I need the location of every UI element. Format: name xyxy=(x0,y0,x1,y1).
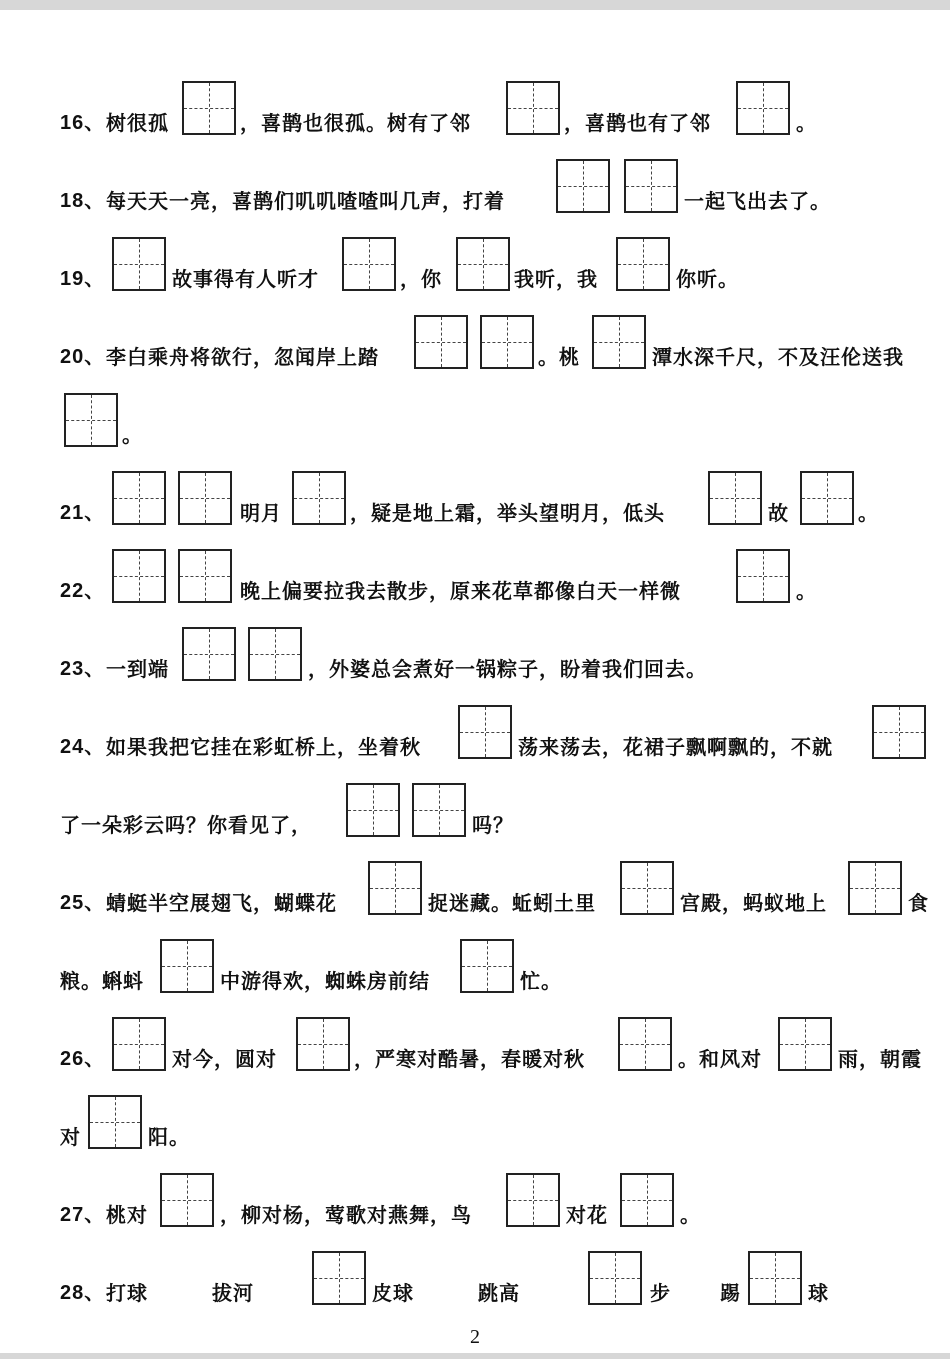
answer-box[interactable] xyxy=(342,237,396,291)
answer-box[interactable] xyxy=(848,861,902,915)
question-text: 宫殿，蚂蚁地上 xyxy=(680,891,827,915)
answer-box[interactable] xyxy=(414,315,468,369)
question-number: 22、 xyxy=(60,580,106,602)
answer-box[interactable] xyxy=(506,1173,560,1227)
answer-box[interactable] xyxy=(872,705,926,759)
answer-box[interactable] xyxy=(292,471,346,525)
question-text: 球 xyxy=(808,1281,829,1305)
question-text: 打球 xyxy=(106,1281,148,1305)
question-text: 步 xyxy=(650,1281,671,1305)
question-text: 拔河 xyxy=(212,1281,254,1305)
question-text: 。 xyxy=(122,423,143,447)
answer-box[interactable] xyxy=(64,393,118,447)
answer-box[interactable] xyxy=(618,1017,672,1071)
question-number: 26、 xyxy=(60,1048,106,1070)
question-text: 你听。 xyxy=(676,267,739,291)
question-number: 18、 xyxy=(60,190,106,212)
question-text: 吗？ xyxy=(472,813,514,837)
answer-box[interactable] xyxy=(556,159,610,213)
answer-box[interactable] xyxy=(112,1017,166,1071)
question-number: 20、 xyxy=(60,346,106,368)
answer-box[interactable] xyxy=(736,549,790,603)
question-number: 21、 xyxy=(60,502,106,524)
answer-box[interactable] xyxy=(160,1173,214,1227)
question-text: 捉迷藏。蚯蚓土里 xyxy=(428,891,596,915)
answer-box[interactable] xyxy=(248,627,302,681)
question-number: 28、 xyxy=(60,1282,106,1304)
answer-box[interactable] xyxy=(182,627,236,681)
question-text: 对今，圆对 xyxy=(172,1047,277,1071)
question-text: 。 xyxy=(796,111,817,135)
answer-box[interactable] xyxy=(456,237,510,291)
answer-box[interactable] xyxy=(178,549,232,603)
question-text: 粮。蝌蚪 xyxy=(60,969,144,993)
question-text: 如果我把它挂在彩虹桥上，坐着秋 xyxy=(106,735,421,759)
question-text: ，外婆总会煮好一锅粽子，盼着我们回去。 xyxy=(308,657,707,681)
question-text: 雨，朝霞 xyxy=(838,1047,922,1071)
question-text: 荡来荡去，花裙子飘啊飘的，不就 xyxy=(518,735,833,759)
answer-box[interactable] xyxy=(160,939,214,993)
question-text: 。桃 xyxy=(538,345,580,369)
answer-box[interactable] xyxy=(588,1251,642,1305)
question-text: 明月 xyxy=(240,501,282,525)
answer-box[interactable] xyxy=(620,1173,674,1227)
question-text: 忙。 xyxy=(520,969,562,993)
question-text: ，严寒对酷暑，春暖对秋 xyxy=(354,1047,585,1071)
answer-box[interactable] xyxy=(620,861,674,915)
question-number: 24、 xyxy=(60,736,106,758)
answer-box[interactable] xyxy=(112,549,166,603)
answer-box[interactable] xyxy=(412,783,466,837)
question-text: 皮球 xyxy=(372,1281,414,1305)
question-text: 阳。 xyxy=(148,1125,190,1149)
question-text: 对花 xyxy=(566,1203,608,1227)
answer-box[interactable] xyxy=(748,1251,802,1305)
question-text: 故事得有人听才 xyxy=(172,267,319,291)
question-text: 对 xyxy=(60,1125,81,1149)
question-number: 25、 xyxy=(60,892,106,914)
answer-box[interactable] xyxy=(708,471,762,525)
question-text: 晚上偏要拉我去散步，原来花草都像白天一样微 xyxy=(240,579,681,603)
answer-box[interactable] xyxy=(616,237,670,291)
question-text: 一到端 xyxy=(106,657,169,681)
answer-box[interactable] xyxy=(506,81,560,135)
question-text: 。 xyxy=(858,501,879,525)
answer-box[interactable] xyxy=(458,705,512,759)
answer-box[interactable] xyxy=(778,1017,832,1071)
question-text: 了一朵彩云吗？你看见了， xyxy=(60,813,312,837)
question-text: 桃对 xyxy=(106,1203,148,1227)
question-text: 中游得欢，蜘蛛房前结 xyxy=(220,969,430,993)
answer-box[interactable] xyxy=(312,1251,366,1305)
question-text: ，喜鹊也有了邻 xyxy=(564,111,711,135)
question-number: 27、 xyxy=(60,1204,106,1226)
answer-box[interactable] xyxy=(296,1017,350,1071)
question-text: 。 xyxy=(680,1203,701,1227)
answer-box[interactable] xyxy=(624,159,678,213)
page-number: 2 xyxy=(470,1326,480,1348)
question-text: 食 xyxy=(908,891,929,915)
question-text: 李白乘舟将欲行，忽闻岸上踏 xyxy=(106,345,379,369)
question-text: 树很孤 xyxy=(106,111,169,135)
question-number: 16、 xyxy=(60,112,106,134)
question-text: 每天天一亮，喜鹊们叽叽喳喳叫几声，打着 xyxy=(106,189,505,213)
question-text: ，你 xyxy=(400,267,442,291)
answer-box[interactable] xyxy=(346,783,400,837)
answer-box[interactable] xyxy=(182,81,236,135)
question-text: ，柳对杨，莺歌对燕舞，鸟 xyxy=(220,1203,472,1227)
answer-box[interactable] xyxy=(460,939,514,993)
question-text: 。 xyxy=(796,579,817,603)
answer-box[interactable] xyxy=(800,471,854,525)
question-text: 蜻蜓半空展翅飞，蝴蝶花 xyxy=(106,891,337,915)
question-text: ，喜鹊也很孤。树有了邻 xyxy=(240,111,471,135)
answer-box[interactable] xyxy=(112,471,166,525)
question-number: 23、 xyxy=(60,658,106,680)
question-text: 故 xyxy=(768,501,789,525)
question-text: ，疑是地上霜，举头望明月，低头 xyxy=(350,501,665,525)
worksheet-page xyxy=(0,10,950,1353)
answer-box[interactable] xyxy=(736,81,790,135)
question-text: 我听，我 xyxy=(514,267,598,291)
answer-box[interactable] xyxy=(368,861,422,915)
answer-box[interactable] xyxy=(480,315,534,369)
question-number: 19、 xyxy=(60,268,106,290)
question-text: 潭水深千尺，不及汪伦送我 xyxy=(652,345,904,369)
question-text: 踢 xyxy=(720,1281,741,1305)
question-text: 跳高 xyxy=(478,1281,520,1305)
answer-box[interactable] xyxy=(178,471,232,525)
question-text: 。和风对 xyxy=(678,1047,762,1071)
answer-box[interactable] xyxy=(88,1095,142,1149)
answer-box[interactable] xyxy=(112,237,166,291)
answer-box[interactable] xyxy=(592,315,646,369)
question-text: 一起飞出去了。 xyxy=(684,189,831,213)
